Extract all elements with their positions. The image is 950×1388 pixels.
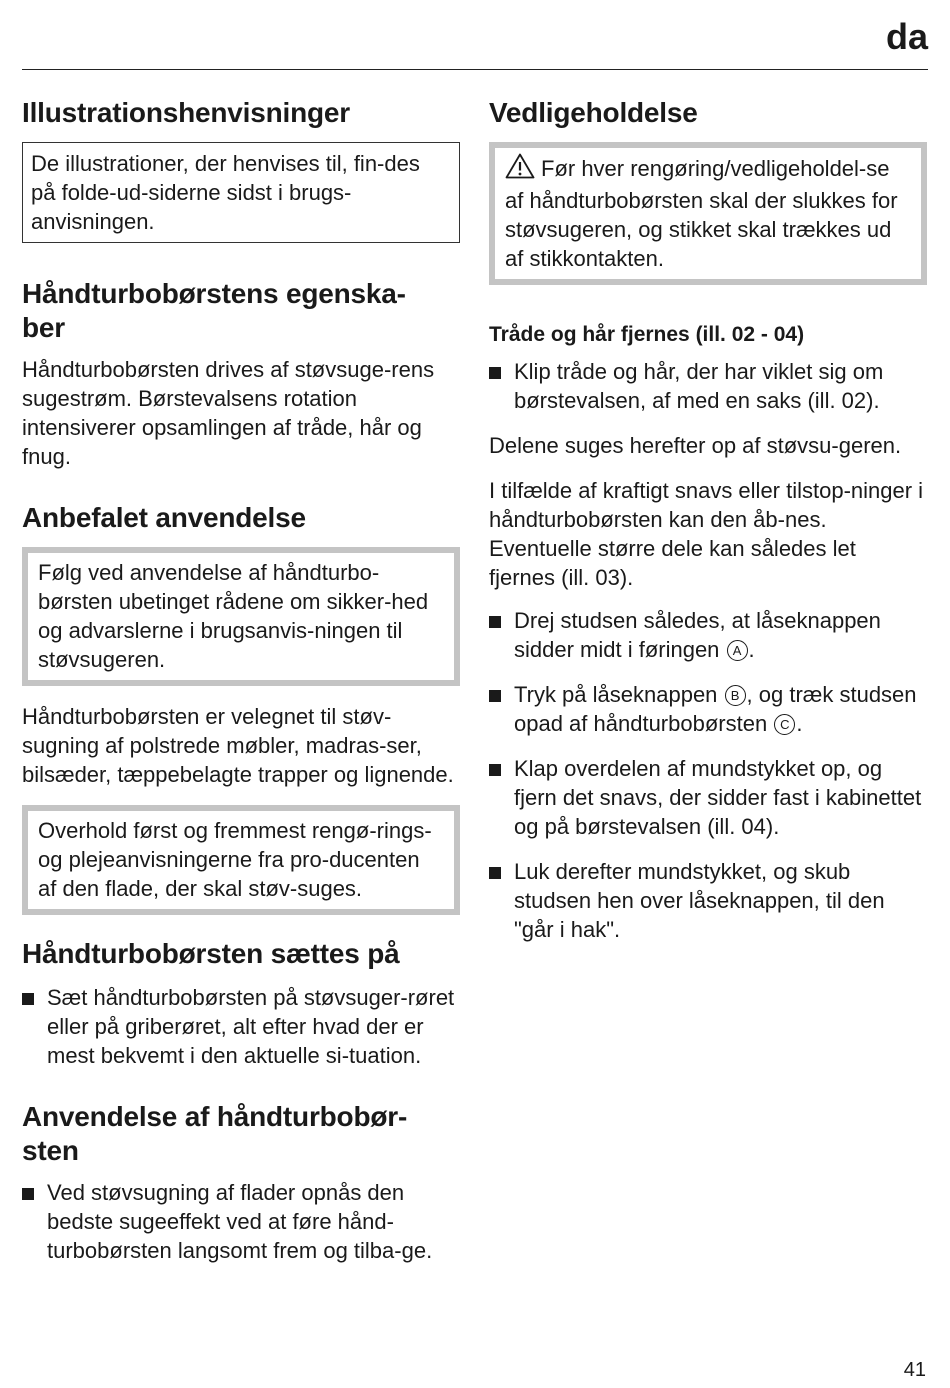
list-attach: [22, 983, 460, 1070]
step-end: .: [748, 637, 755, 662]
left-column: [22, 96, 460, 1281]
language-code: da: [885, 16, 928, 57]
step-text: Drej studsen således, at låseknappen sidder midt i føringen: [514, 608, 881, 662]
header-rule: [22, 69, 928, 70]
list-item: Ved støvsugning af flader opnås den bedste sugeeffekt ved at føre hånd-turbobørsten langsomt frem og tilba-ge.: [22, 1178, 460, 1265]
right-column: [489, 96, 927, 960]
note-box-care-instructions: Overhold først og fremmest rengø-rings- og plejeanvisningerne fra pro-ducenten af den flade, der skal støv-suges.: [22, 805, 460, 915]
heading-properties-line1: Håndturbobørstens egenska-: [22, 278, 406, 309]
marker-c: C: [774, 714, 795, 735]
marker-a: A: [727, 640, 748, 661]
heading-usage: [22, 1100, 460, 1168]
list-usage: [22, 1178, 460, 1265]
heading-properties: [22, 277, 460, 345]
list-item: Luk derefter mundstykket, og skub studsen hen over låseknappen, til den "går i hak".: [489, 857, 927, 944]
heading-usage-line1: Anvendelse af håndturbobør-: [22, 1101, 408, 1132]
list-item: [489, 606, 927, 664]
marker-b: B: [725, 685, 746, 706]
list-item: Klip tråde og hår, der har viklet sig om børstevalsen, af med en saks (ill. 02).: [489, 357, 927, 415]
paragraph-suitability: Håndturbobørsten er velegnet til støv-sugning af polstrede møbler, madras-ser, bilsæder, tæppebelagte trapper og lignende.: [22, 704, 454, 787]
heading-maintenance: Vedligeholdelse: [489, 97, 698, 128]
list-item: Sæt håndturbobørsten på støvsuger-røret eller på griberøret, alt efter hvad der er mest bekvemt i den aktuelle si-tuation.: [22, 983, 460, 1070]
list-remove-threads: [489, 357, 927, 415]
warning-text: Før hver rengøring/vedligeholdel-se af håndturbobørsten skal der slukkes for støvsugeren, og stikket skal trækkes ud af stikkontakten.: [505, 156, 898, 271]
heading-recommended-use: Anbefalet anvendelse: [22, 502, 306, 533]
note-box-illustrations: De illustrationer, der henvises til, fin-des på folde-ud-siderne sidst i brugs-anvisningen.: [22, 142, 460, 243]
subheading-remove-threads: Tråde og hår fjernes (ill. 02 - 04): [489, 323, 805, 346]
heading-attach: Håndturbobørsten sættes på: [22, 938, 400, 969]
list-open-steps: [489, 606, 927, 944]
step-end: .: [796, 711, 803, 736]
list-item: [489, 680, 927, 738]
warning-triangle-icon: [505, 153, 535, 186]
list-item: Klap overdelen af mundstykket op, og fjern det snavs, der sidder fast i kabinettet og på børstevalsen (ill. 04).: [489, 754, 927, 841]
heading-properties-line2: ber: [22, 312, 65, 343]
warning-box: [489, 142, 927, 285]
note-box-safety: Følg ved anvendelse af håndturbo-børsten ubetinget rådene om sikker-hed og advarslerne i brugsanvis-ningen til støvsugeren.: [22, 547, 460, 686]
step-text-cont: , og træk studsen opad af håndturbobørsten: [514, 682, 917, 736]
heading-usage-line2: sten: [22, 1135, 79, 1166]
paragraph-properties: Håndturbobørsten drives af støvsuge-rens sugestrøm. Børstevalsens rotation intensiverer opsamlingen af tråde, hår og fnug.: [22, 357, 435, 469]
paragraph-suck-up: Delene suges herefter op af støvsu-geren.: [489, 433, 902, 458]
heading-illustration-references: Illustrationshenvisninger: [22, 97, 350, 128]
page-number: 41: [903, 1359, 926, 1381]
step-text: Tryk på låseknappen: [514, 682, 718, 707]
paragraph-open-brush: I tilfælde af kraftigt snavs eller tilstop-ninger i håndturbobørsten kan den åb-nes. Eventuelle større dele kan således let fjernes (ill. 03).: [489, 478, 924, 590]
